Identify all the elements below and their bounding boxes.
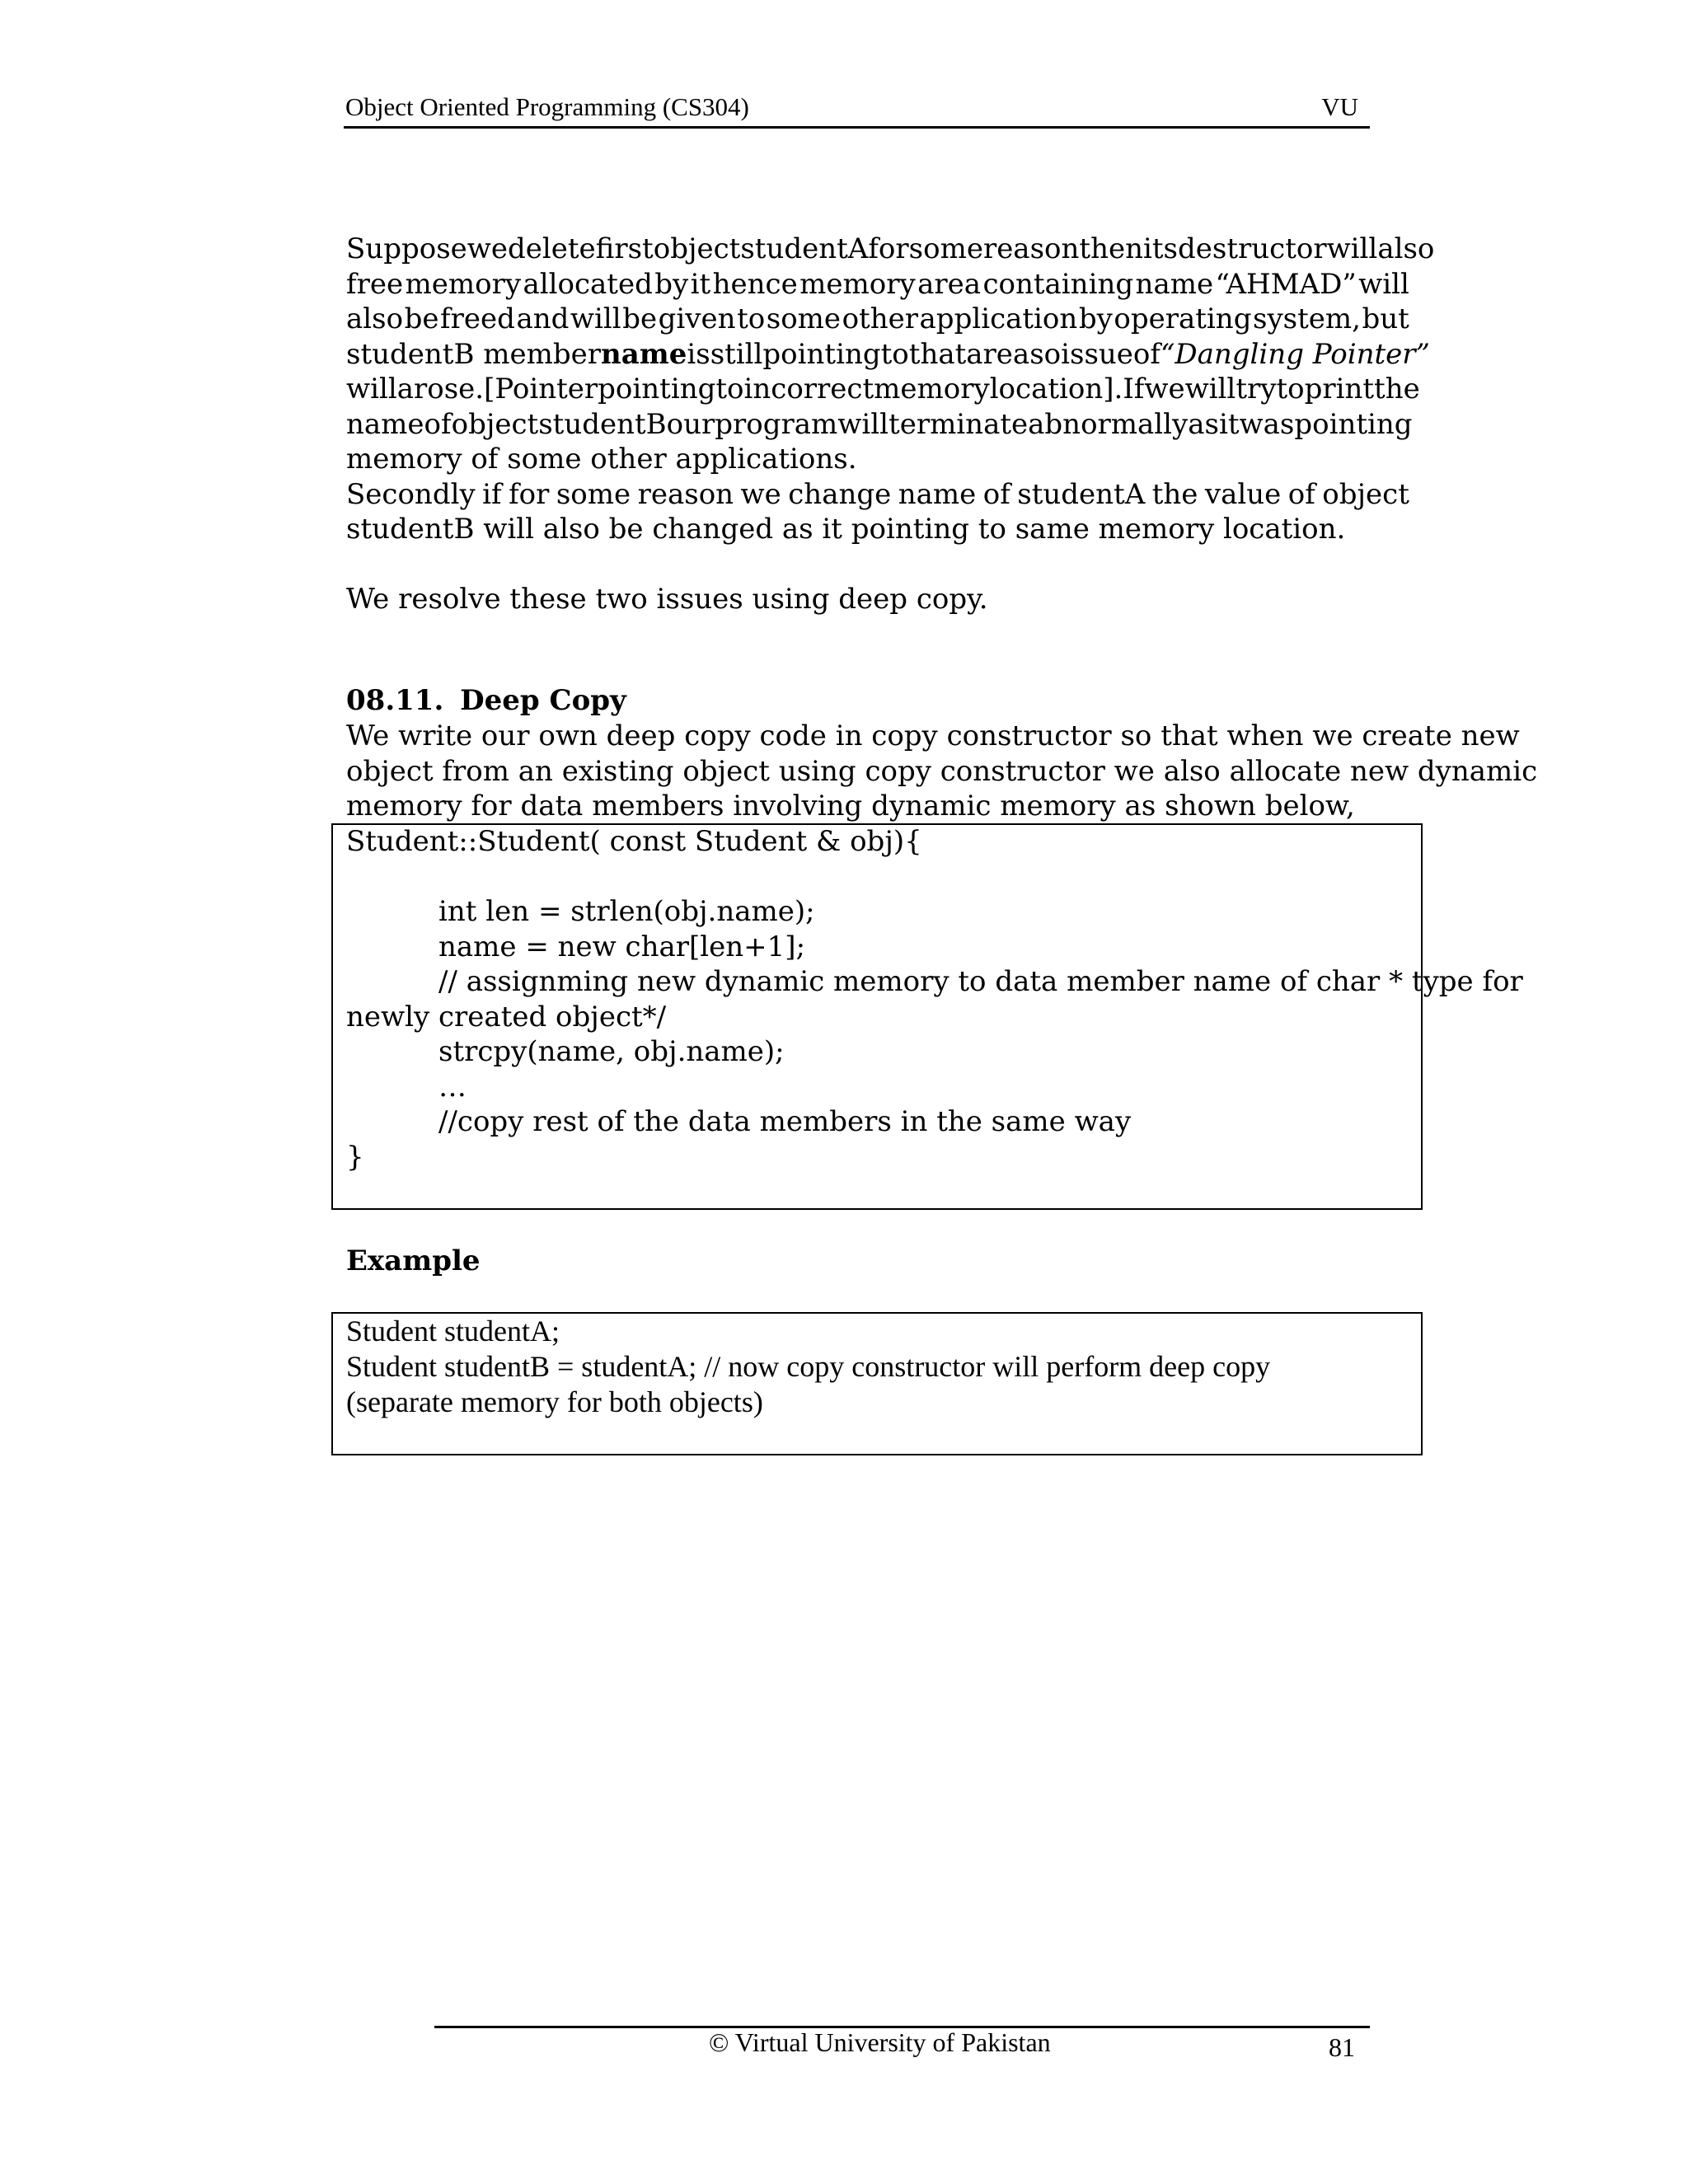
text-run: memory	[405, 267, 522, 301]
text-run: be	[622, 302, 658, 335]
text-run: [Pointer	[484, 373, 598, 405]
intro-paragraph	[346, 232, 1435, 547]
text-run: of	[982, 477, 1010, 511]
example-code	[346, 1314, 1270, 1420]
text-run: area	[966, 337, 1030, 371]
text-line	[346, 407, 1413, 443]
text-run: other	[842, 302, 918, 335]
text-run: for	[509, 477, 550, 511]
text-line	[346, 477, 1409, 513]
text-line	[346, 302, 1409, 337]
text-run: operating	[1114, 302, 1252, 335]
text-run: memory	[874, 373, 990, 405]
text-run: some	[908, 232, 983, 265]
text-run: system,	[1253, 302, 1361, 335]
text-run: and	[516, 302, 570, 335]
text-run: by	[654, 267, 689, 301]
bold-term-name: name	[601, 337, 687, 371]
text-run: delete	[508, 232, 596, 265]
code-line: …	[438, 1070, 467, 1104]
text-run: was	[1239, 407, 1295, 441]
text-run: to	[737, 302, 766, 335]
text-run: then	[1079, 232, 1143, 265]
text-run: will	[837, 407, 889, 441]
text-run: its	[1143, 232, 1178, 265]
text-run: studentB member	[346, 337, 601, 371]
text-run: if	[482, 477, 502, 511]
text-run: object	[451, 407, 539, 441]
text-line: studentB will also be changed as it pointing to same memory location.	[346, 513, 1346, 546]
text-run: pointing	[762, 337, 881, 371]
text-run: containing	[982, 267, 1134, 301]
code-line: name = new char[len+1];	[438, 930, 806, 963]
text-line: We write our own deep copy code in copy constructor so that when we create new	[346, 719, 1520, 752]
text-run: program	[715, 407, 838, 441]
text-run: of	[424, 407, 452, 441]
text-run: Suppose	[346, 232, 467, 265]
section-number: 08.11.	[346, 684, 444, 717]
text-run: the	[1151, 477, 1198, 511]
text-run: arose.	[396, 373, 485, 405]
text-run: to	[1276, 373, 1305, 405]
text-run: we	[1144, 373, 1185, 405]
code-line: Student studentB = studentA; // now copy constructor will perform deep copy	[346, 1350, 1271, 1383]
text-run: be	[404, 302, 439, 335]
page-header	[344, 89, 1370, 129]
resolve-paragraph	[346, 582, 1409, 617]
text-run: “AHMAD”	[1215, 267, 1357, 301]
text-run: some	[556, 477, 631, 511]
text-run: it	[1218, 407, 1240, 441]
text-run: name	[1135, 267, 1214, 301]
text-run: issue	[1061, 337, 1133, 371]
text-run: that	[908, 337, 967, 371]
code-block	[346, 824, 1523, 1174]
text-run: hence	[712, 267, 798, 301]
text-run: will	[570, 302, 621, 335]
text-run: incorrect	[743, 373, 874, 405]
text-run: it	[690, 267, 711, 301]
text-run: pointing	[1294, 407, 1413, 441]
text-run: area	[917, 267, 982, 301]
text-run: of	[1132, 337, 1160, 371]
code-line: int len = strlen(obj.name);	[438, 895, 815, 928]
text-run: also	[346, 302, 404, 335]
header-institution: VU	[1321, 92, 1358, 121]
text-run: will	[346, 373, 397, 405]
text-run: allocated	[523, 267, 653, 301]
page-number: 81	[1329, 2032, 1355, 2062]
text-line	[346, 267, 1409, 302]
text-run: value	[1204, 477, 1282, 511]
text-run: some	[766, 302, 842, 335]
text-run: object	[653, 232, 741, 265]
text-run: application	[919, 302, 1078, 335]
example-heading: Example	[346, 1244, 481, 1277]
text-line	[346, 337, 1430, 373]
code-line: strcpy(name, obj.name);	[438, 1035, 785, 1068]
text-run: reason	[982, 232, 1080, 265]
text-run: If	[1123, 373, 1145, 405]
text-line: memory for data members involving dynamic memory as shown below,	[346, 790, 1355, 823]
section-body	[346, 719, 1538, 824]
text-run: free	[346, 267, 404, 301]
code-blank-line	[346, 860, 1523, 895]
text-run: will	[1184, 373, 1236, 405]
footer-copyright: © Virtual University of Pakistan	[709, 2027, 1051, 2057]
text-line: memory of some other applications.	[346, 443, 857, 476]
text-run: print	[1304, 373, 1375, 405]
text-run: of	[1287, 477, 1315, 511]
text-run: try	[1236, 373, 1277, 405]
text-run: we	[467, 232, 508, 265]
text-run: terminate	[889, 407, 1029, 441]
text-run: reason	[637, 477, 734, 511]
text-run: but	[1362, 302, 1409, 335]
code-line: Student studentA;	[346, 1315, 560, 1347]
text-run: for	[868, 232, 909, 265]
text-run: name	[898, 477, 977, 511]
text-line: We resolve these two issues using deep copy.	[346, 583, 988, 616]
text-run: abnormally	[1028, 407, 1189, 441]
header-course-title: Object Oriented Programming (CS304)	[345, 92, 749, 121]
text-run: destructor	[1178, 232, 1327, 265]
text-run: also	[1377, 232, 1435, 265]
code-line: // assignming new dynamic memory to data member name of char * type for	[438, 965, 1523, 998]
section-title: Deep Copy	[460, 684, 626, 717]
text-run: to	[880, 337, 909, 371]
section-heading	[346, 684, 626, 717]
code-line: (separate memory for both objects)	[346, 1385, 763, 1418]
text-run: change	[788, 477, 892, 511]
code-line: Student::Student( const Student & obj){	[346, 825, 922, 858]
text-run: as	[1188, 407, 1219, 441]
text-line	[346, 232, 1435, 267]
text-run: memory	[799, 267, 916, 301]
text-line: object from an existing object using copy constructor we also allocate new dynamic	[346, 754, 1538, 788]
text-run: pointing	[598, 373, 716, 405]
text-run: by	[1078, 302, 1113, 335]
text-run: name	[346, 407, 424, 441]
text-run: object	[1322, 477, 1409, 511]
text-run: still	[710, 337, 763, 371]
text-run: so	[1029, 337, 1062, 371]
text-run: studentA	[740, 232, 869, 265]
text-run: studentB	[538, 407, 667, 441]
text-run: given	[658, 302, 736, 335]
code-line: newly created object*/	[346, 1000, 667, 1033]
text-run: the	[1374, 373, 1420, 405]
text-run: Secondly	[346, 477, 476, 511]
text-run: location].	[989, 373, 1123, 405]
text-run: to	[715, 373, 744, 405]
text-run: freed	[440, 302, 515, 335]
italic-term-dangling-pointer: “Dangling Pointer”	[1160, 337, 1430, 371]
text-run: will	[1326, 232, 1378, 265]
text-run: studentA	[1017, 477, 1146, 511]
text-run: first	[595, 232, 654, 265]
text-line	[346, 372, 1420, 407]
text-run: is	[687, 337, 710, 371]
text-run: will	[1358, 267, 1409, 301]
text-run: we	[740, 477, 781, 511]
code-line: //copy rest of the data members in the same way	[438, 1105, 1132, 1138]
text-run: our	[666, 407, 715, 441]
code-line: }	[346, 1140, 364, 1174]
